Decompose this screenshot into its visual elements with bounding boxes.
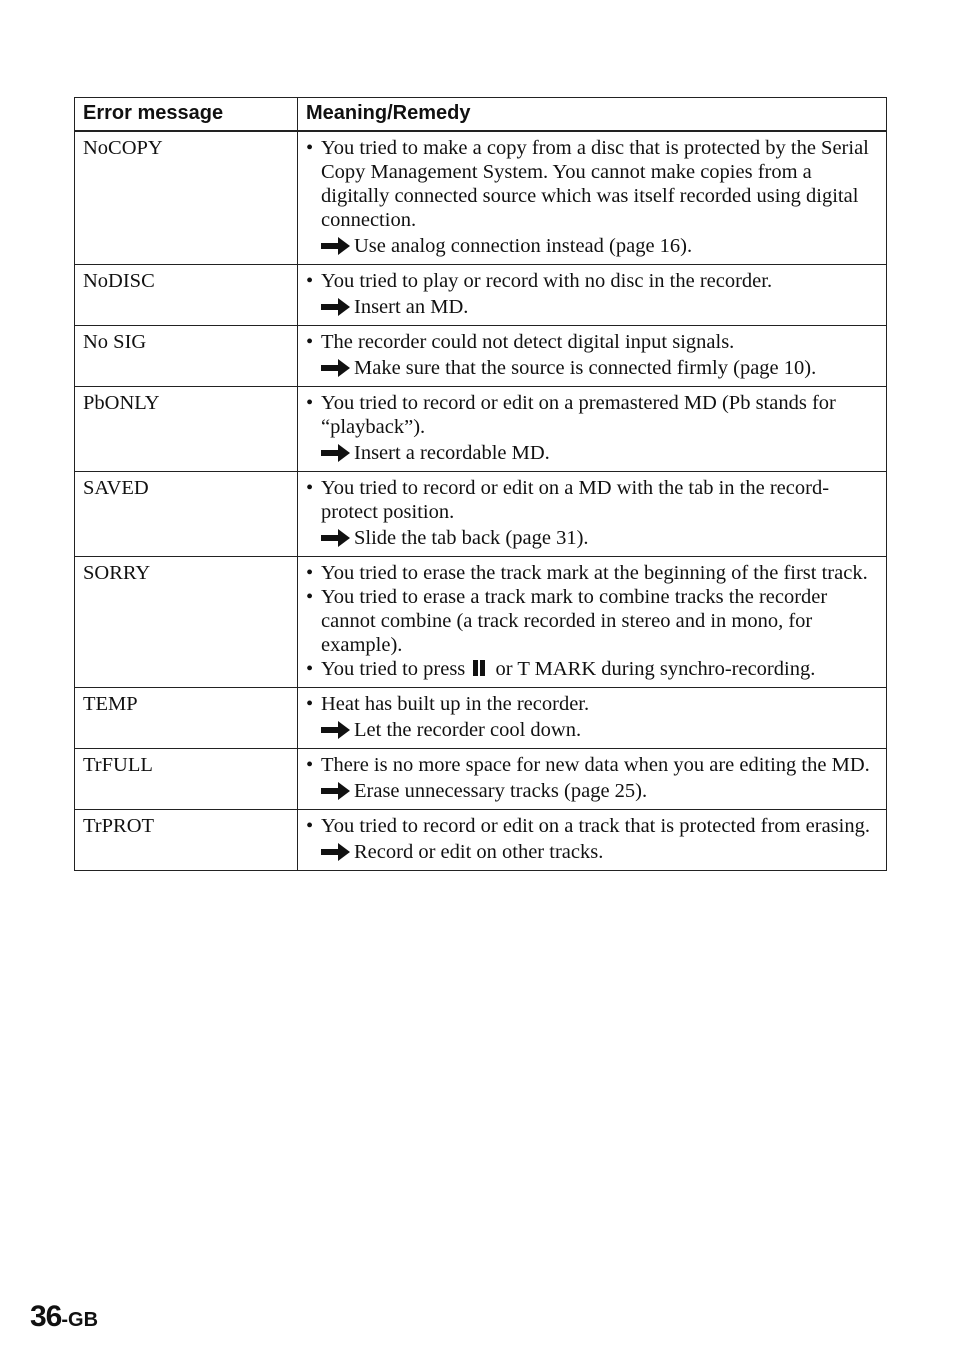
page-number-suffix: -GB	[61, 1309, 99, 1331]
cause-text-before: You tried to press	[321, 658, 466, 680]
remedy-line	[306, 779, 878, 803]
cause-line	[306, 814, 878, 838]
remedy-line	[306, 356, 878, 380]
cause-line	[306, 136, 878, 232]
remedy-line	[306, 526, 878, 550]
remedy-text: Let the recorder cool down.	[354, 719, 582, 741]
column-header-meaning-remedy: Meaning/Remedy	[298, 98, 887, 132]
cause-line	[306, 753, 878, 777]
table-row	[75, 688, 887, 749]
remedy-line	[306, 441, 878, 465]
cause-text: You tried to make a copy from a disc that is protected by the Serial Copy Management System. You cannot make copies from a digitally connected source which was itself recorded using digital connection.	[321, 137, 869, 231]
cause-line	[306, 330, 878, 354]
meaning-remedy-cell	[298, 326, 887, 387]
meaning-remedy-cell	[298, 557, 887, 688]
cause-text: You tried to record or edit on a MD with the tab in the record-protect position.	[321, 477, 830, 523]
list-item	[306, 476, 878, 550]
error-code-cell: TrPROT	[75, 810, 298, 871]
error-code-cell: PbONLY	[75, 387, 298, 472]
pause-icon	[472, 660, 486, 676]
arrow-right-icon	[321, 444, 350, 462]
list-item	[306, 814, 878, 864]
bullet-marker: •	[306, 477, 314, 499]
table-header-row	[75, 98, 887, 132]
error-code-cell: SAVED	[75, 472, 298, 557]
error-code-cell: SORRY	[75, 557, 298, 688]
bullet-marker: •	[306, 331, 314, 353]
cause-line	[306, 269, 878, 293]
list-item	[306, 585, 878, 657]
list-item	[306, 692, 878, 742]
cause-text: You tried to erase the track mark at the beginning of the first track.	[321, 562, 868, 584]
cause-text: There is no more space for new data when you are editing the MD.	[321, 754, 870, 776]
cause-text: You tried to play or record with no disc in the recorder.	[321, 270, 773, 292]
bullet-marker: •	[306, 754, 314, 776]
cause-text: The recorder could not detect digital input signals.	[321, 331, 735, 353]
arrow-right-icon	[321, 237, 350, 255]
cause-line	[306, 391, 878, 439]
meaning-remedy-cell	[298, 131, 887, 265]
table-row	[75, 326, 887, 387]
arrow-right-icon	[321, 721, 350, 739]
remedy-line	[306, 840, 878, 864]
cause-text: You tried to record or edit on a track that is protected from erasing.	[321, 815, 870, 837]
error-code-cell: No SIG	[75, 326, 298, 387]
arrow-right-icon	[321, 782, 350, 800]
cause-text: Heat has built up in the recorder.	[321, 693, 590, 715]
error-code-cell: NoCOPY	[75, 131, 298, 265]
remedy-line	[306, 718, 878, 742]
remedy-text: Make sure that the source is connected firmly (page 10).	[354, 357, 817, 379]
remedy-text: Use analog connection instead (page 16).	[354, 235, 693, 257]
table-row	[75, 810, 887, 871]
table-row	[75, 131, 887, 265]
error-code-cell: TrFULL	[75, 749, 298, 810]
page-number-value: 36	[30, 1300, 62, 1333]
list-item	[306, 269, 878, 319]
remedy-line	[306, 295, 878, 319]
list-item	[306, 753, 878, 803]
cause-text: You tried to erase a track mark to combine tracks the recorder cannot combine (a track recorded in stereo and in mono, for example).	[321, 586, 828, 656]
list-item	[306, 561, 878, 585]
bullet-marker: •	[306, 392, 314, 414]
table-body	[75, 131, 887, 871]
bullet-marker: •	[306, 137, 314, 159]
error-code-cell: NoDISC	[75, 265, 298, 326]
meaning-remedy-cell	[298, 688, 887, 749]
cause-text: You tried to record or edit on a premastered MD (Pb stands for “playback”).	[321, 392, 836, 438]
meaning-remedy-cell	[298, 387, 887, 472]
list-item	[306, 330, 878, 380]
list-item	[306, 136, 878, 258]
arrow-right-icon	[321, 298, 350, 316]
table-row	[75, 387, 887, 472]
bullet-marker: •	[306, 658, 314, 680]
cause-line	[306, 692, 878, 716]
table-row	[75, 749, 887, 810]
meaning-remedy-cell	[298, 265, 887, 326]
page-number	[30, 1300, 98, 1334]
cause-line	[306, 657, 878, 681]
remedy-text: Slide the tab back (page 31).	[354, 527, 589, 549]
bullet-marker: •	[306, 586, 314, 608]
table-row	[75, 472, 887, 557]
remedy-text: Erase unnecessary tracks (page 25).	[354, 780, 648, 802]
remedy-text: Record or edit on other tracks.	[354, 841, 604, 863]
arrow-right-icon	[321, 359, 350, 377]
meaning-remedy-cell	[298, 472, 887, 557]
list-item	[306, 391, 878, 465]
bullet-marker: •	[306, 562, 314, 584]
bullet-marker: •	[306, 270, 314, 292]
arrow-right-icon	[321, 843, 350, 861]
arrow-right-icon	[321, 529, 350, 547]
bullet-marker: •	[306, 815, 314, 837]
meaning-remedy-cell	[298, 749, 887, 810]
bullet-marker: •	[306, 693, 314, 715]
cause-line	[306, 476, 878, 524]
remedy-text: Insert a recordable MD.	[354, 442, 550, 464]
table-row	[75, 557, 887, 688]
list-item	[306, 657, 878, 681]
table-row	[75, 265, 887, 326]
remedy-line	[306, 234, 878, 258]
column-header-error-message: Error message	[75, 98, 298, 132]
remedy-text: Insert an MD.	[354, 296, 469, 318]
meaning-remedy-cell	[298, 810, 887, 871]
cause-line	[306, 561, 878, 585]
cause-text	[321, 657, 878, 681]
cause-line	[306, 585, 878, 657]
error-code-cell: TEMP	[75, 688, 298, 749]
cause-text-after: or T MARK during synchro-recording.	[495, 658, 816, 680]
error-message-table	[74, 97, 887, 871]
